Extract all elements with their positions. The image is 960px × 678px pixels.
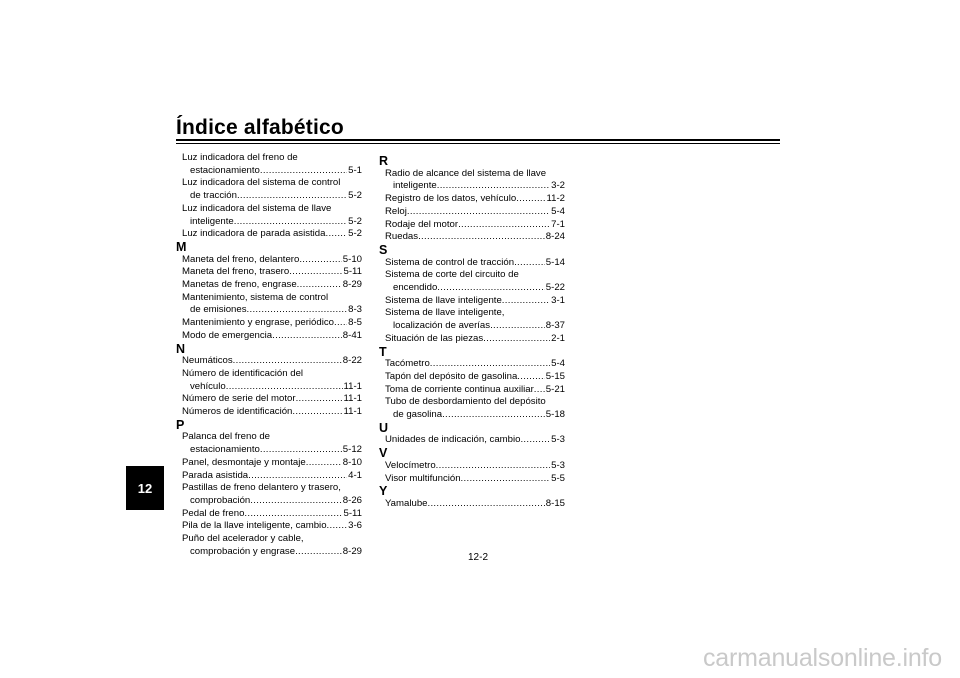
section-letter-m: M [176, 239, 187, 254]
entry-label: Toma de corriente continua auxiliar [385, 383, 534, 395]
entry-label: inteligente [190, 215, 234, 227]
entry-page: 11-1 [343, 393, 362, 405]
entry-page: 4-1 [348, 469, 362, 481]
entry-label: Rodaje del motor [385, 218, 459, 230]
leader-dots [461, 473, 551, 486]
leader-dots [483, 333, 550, 346]
entry-label: vehículo [190, 380, 226, 392]
entry-page: 8-3 [348, 304, 362, 316]
title-rule-thick [176, 139, 780, 141]
leader-dots [334, 317, 347, 330]
entry-page: 5-18 [545, 409, 565, 421]
section-letter-p: P [176, 417, 185, 432]
entry-page: 5-4 [551, 205, 565, 217]
index-entry[interactable] [182, 470, 362, 483]
leader-dots [502, 295, 550, 308]
entry-page: 3-2 [551, 180, 565, 192]
section-letter-u: U [379, 420, 389, 435]
index-entry[interactable] [385, 193, 565, 206]
entry-label: Unidades de indicación, cambio [385, 434, 521, 446]
entry-page: 5-5 [551, 472, 565, 484]
index-entry-text: Puño del acelerador y cable, [182, 533, 304, 545]
index-entry[interactable] [182, 317, 362, 330]
index-entry[interactable] [182, 355, 362, 368]
title-rule-thin [176, 143, 780, 144]
index-entry[interactable] [385, 282, 565, 295]
entry-label: Registro de los datos, vehículo [385, 193, 517, 205]
leader-dots [295, 546, 342, 559]
leader-dots [244, 508, 342, 521]
index-entry[interactable] [385, 180, 565, 193]
index-entry-text: Sistema de corte del circuito de [385, 269, 519, 281]
entry-label: encendido [393, 282, 438, 294]
entry-page: 8-37 [545, 320, 565, 332]
entry-label: Tacómetro [385, 358, 430, 370]
index-entry-text: Tubo de desbordamiento del depósito [385, 396, 546, 408]
leader-dots [430, 358, 550, 371]
index-entry-text: Pastillas de freno delantero y trasero, [182, 482, 341, 494]
index-entry[interactable] [385, 295, 565, 308]
index-entry[interactable] [182, 304, 362, 317]
chapter-tab[interactable] [126, 466, 164, 510]
section-letter-t: T [379, 344, 387, 359]
index-entry[interactable] [385, 206, 565, 219]
index-entry-text: Palanca del freno de [182, 431, 271, 443]
index-entry[interactable] [182, 393, 362, 406]
entry-page: 8-10 [342, 456, 362, 468]
entry-label: Mantenimiento y engrase, periódico [182, 317, 334, 329]
index-entry[interactable] [385, 473, 565, 486]
leader-dots [272, 330, 342, 343]
index-entry[interactable] [182, 495, 362, 508]
entry-label: Velocímetro [385, 459, 436, 471]
entry-page: 8-26 [342, 494, 362, 506]
entry-label: Sistema de llave inteligente [385, 294, 502, 306]
leader-dots [437, 180, 550, 193]
entry-page: 5-22 [545, 282, 565, 294]
entry-label: estacionamiento [190, 164, 260, 176]
index-column-left [176, 152, 362, 559]
index-entry[interactable] [182, 254, 362, 267]
entry-page: 5-1 [348, 164, 362, 176]
leader-dots [436, 460, 550, 473]
chapter-number: 12 [137, 480, 153, 496]
leader-dots [490, 320, 545, 333]
section-letter-v: V [379, 446, 388, 461]
index-entry[interactable] [385, 358, 565, 371]
entry-page: 5-14 [545, 256, 565, 268]
index-entry[interactable] [385, 257, 565, 270]
index-entry[interactable] [182, 266, 362, 279]
leader-dots [418, 231, 545, 244]
leader-dots [306, 457, 342, 470]
leader-dots [516, 193, 545, 206]
leader-dots [442, 409, 545, 422]
index-entry[interactable] [385, 371, 565, 384]
page-number: 12-2 [468, 552, 489, 563]
leader-dots [234, 216, 347, 229]
leader-dots [260, 444, 342, 457]
index-entry[interactable] [385, 384, 565, 397]
leader-dots [517, 371, 545, 384]
leader-dots [289, 266, 342, 279]
entry-label: localización de averías [393, 320, 491, 332]
index-entry[interactable] [182, 520, 362, 533]
index-entry[interactable] [385, 409, 565, 422]
entry-label: Luz indicadora de parada asistida [182, 228, 326, 240]
leader-dots [514, 257, 545, 270]
index-entry[interactable] [182, 381, 362, 394]
entry-page: 8-22 [342, 355, 362, 367]
leader-dots [296, 393, 343, 406]
index-entry-text: Luz indicadora del sistema de llave [182, 202, 332, 214]
index-entry[interactable] [385, 320, 565, 333]
leader-dots [226, 381, 343, 394]
entry-page: 5-3 [551, 459, 565, 471]
index-entry-text: Número de identificación del [182, 367, 304, 379]
entry-page: 8-15 [545, 497, 565, 509]
entry-page: 5-2 [348, 228, 362, 240]
entry-label: de gasolina [393, 409, 443, 421]
leader-dots [327, 520, 348, 533]
index-column-right [379, 154, 565, 511]
leader-dots [325, 228, 347, 241]
index-entry[interactable] [385, 460, 565, 473]
index-entry[interactable] [182, 546, 362, 559]
entry-label: Reloj [385, 205, 407, 217]
index-entry[interactable] [182, 228, 362, 241]
leader-dots [428, 498, 545, 511]
leader-dots [297, 279, 342, 292]
leader-dots [247, 304, 348, 317]
section-letter-s: S [379, 242, 388, 257]
index-entry[interactable] [385, 219, 565, 232]
entry-label: Tapón del depósito de gasolina [385, 370, 518, 382]
index-entry[interactable] [182, 190, 362, 203]
leader-dots [458, 219, 550, 232]
index-entry[interactable] [182, 279, 362, 292]
entry-page: 5-11 [343, 266, 362, 278]
entry-page: 5-2 [348, 190, 362, 202]
entry-page: 5-11 [343, 507, 362, 519]
index-entry-text: Mantenimiento, sistema de control [182, 291, 329, 303]
section-letter-r: R [379, 154, 389, 168]
leader-dots [534, 384, 545, 397]
entry-page: 11-2 [546, 193, 565, 205]
entry-page: 2-1 [551, 332, 565, 344]
entry-label: Sistema de control de tracción [385, 256, 515, 268]
leader-dots [248, 470, 347, 483]
page-title: Índice alfabético [176, 116, 344, 139]
entry-label: Panel, desmontaje y montaje [182, 456, 306, 468]
index-entry-text: Luz indicadora del sistema de control [182, 177, 341, 189]
entry-label: Pedal de freno [182, 507, 245, 519]
leader-dots [237, 190, 347, 203]
entry-page: 11-1 [343, 406, 362, 418]
entry-page: 3-6 [348, 520, 362, 532]
entry-label: comprobación [190, 494, 251, 506]
leader-dots [250, 495, 342, 508]
entry-page: 5-4 [551, 358, 565, 370]
index-entry[interactable] [385, 498, 565, 511]
index-entry[interactable] [182, 216, 362, 229]
entry-label: Parada asistida [182, 469, 249, 481]
leader-dots [299, 254, 341, 267]
entry-page: 11-1 [343, 380, 362, 392]
entry-label: Visor multifunción [385, 472, 461, 484]
section-letter-y: Y [379, 484, 388, 499]
index-entry-text: Luz indicadora del freno de [182, 152, 298, 163]
leader-dots [260, 165, 347, 178]
watermark: carmanualsonline.info [702, 644, 942, 672]
entry-label: Situación de las piezas [385, 332, 484, 344]
entry-label: Ruedas [385, 231, 419, 243]
index-entry-text: Radio de alcance del sistema de llave [385, 167, 547, 179]
entry-label: Modo de emergencia [182, 329, 273, 341]
entry-label: de emisiones [190, 304, 247, 316]
entry-page: 8-5 [348, 317, 362, 329]
entry-label: Neumáticos [182, 355, 233, 367]
index-entry[interactable] [385, 333, 565, 346]
leader-dots [520, 434, 550, 447]
entry-page: 5-21 [545, 383, 565, 395]
entry-label: estacionamiento [190, 444, 260, 456]
entry-label: Maneta del freno, delantero [182, 253, 300, 265]
entry-page: 3-1 [551, 294, 565, 306]
leader-dots [233, 355, 342, 368]
index-entry[interactable] [182, 508, 362, 521]
entry-page: 5-2 [348, 215, 362, 227]
index-entry-text: Sistema de llave inteligente, [385, 307, 505, 319]
entry-page: 5-12 [342, 444, 362, 456]
leader-dots [292, 406, 342, 419]
index-entry[interactable] [182, 457, 362, 470]
entry-page: 8-24 [545, 231, 565, 243]
entry-label: inteligente [393, 180, 437, 192]
entry-label: Pila de la llave inteligente, cambio [182, 520, 327, 532]
entry-label: Números de identificación [182, 406, 293, 418]
index-entry[interactable] [385, 434, 565, 447]
entry-label: Yamalube [385, 497, 428, 509]
leader-dots [407, 206, 550, 219]
entry-page: 5-15 [545, 370, 565, 382]
entry-label: Manetas de freno, engrase [182, 279, 297, 291]
entry-page: 8-29 [342, 279, 362, 291]
index-entry[interactable] [182, 406, 362, 419]
entry-page: 8-29 [342, 545, 362, 557]
index-entry[interactable] [182, 444, 362, 457]
leader-dots [437, 282, 545, 295]
entry-page: 8-41 [342, 329, 362, 341]
entry-page: 5-10 [342, 253, 362, 265]
entry-page: 5-3 [551, 434, 565, 446]
section-letter-n: N [176, 341, 186, 356]
index-entry[interactable] [385, 231, 565, 244]
entry-label: comprobación y engrase [190, 545, 296, 557]
entry-label: Maneta del freno, trasero [182, 266, 290, 278]
entry-label: Número de serie del motor [182, 393, 296, 405]
entry-page: 7-1 [551, 218, 565, 230]
index-entry[interactable] [182, 165, 362, 178]
index-entry[interactable] [182, 330, 362, 343]
entry-label: de tracción [190, 190, 237, 202]
